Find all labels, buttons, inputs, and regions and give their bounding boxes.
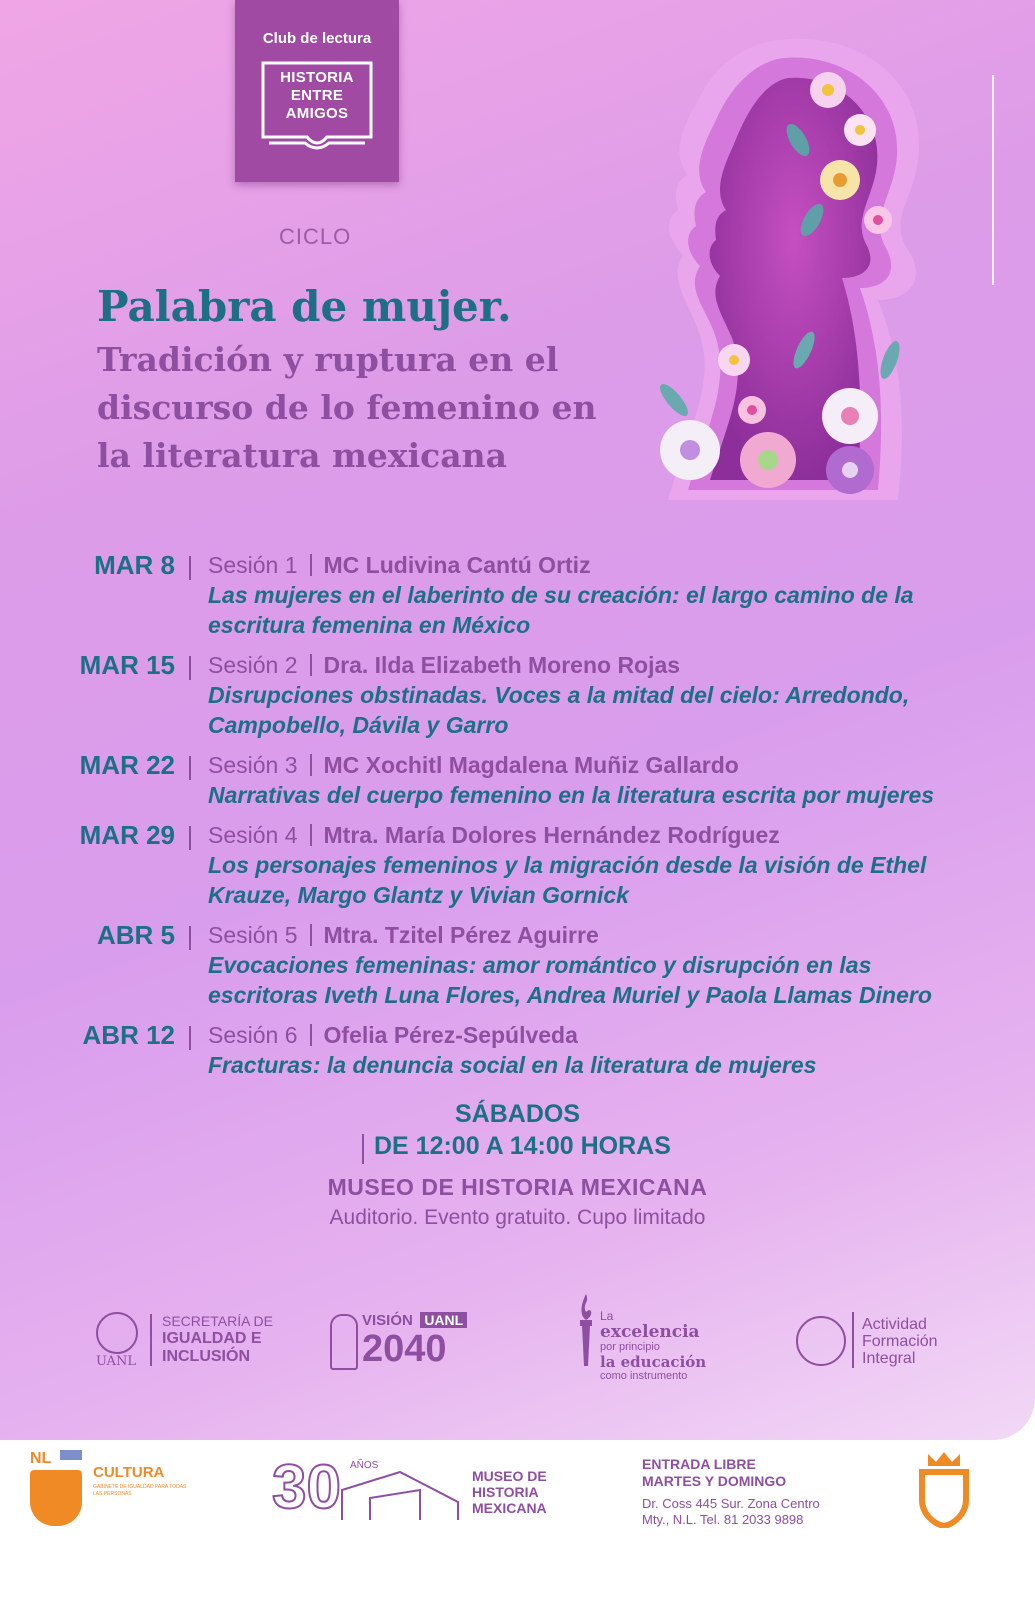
session-header [208, 920, 1035, 950]
uanl-seal-icon [96, 1312, 138, 1354]
divider [189, 756, 191, 780]
session-number: Sesión 1 [208, 552, 298, 578]
anniversary-number: 30 [272, 1453, 341, 1522]
cultura-label: CULTURA [93, 1464, 165, 1481]
session-topic: Disrupciones obstinadas. Voces a la mitad del cielo: Arredondo, Campobello, Dávila y Garro [208, 682, 910, 738]
schedule-days: SÁBADOS [454, 1100, 580, 1128]
vision-logo [362, 1312, 467, 1368]
actividad-line: Formación [862, 1333, 938, 1350]
nl-shield-icon [30, 1470, 82, 1526]
entrada-info [642, 1456, 786, 1490]
crown-icon [60, 1450, 82, 1460]
decorative-line [992, 75, 994, 285]
venue-name: MUSEO DE HISTORIA MEXICANA [327, 1174, 708, 1200]
session-header [208, 820, 1035, 850]
session-item [0, 1020, 1035, 1080]
badge-line: AMIGOS [285, 105, 349, 122]
session-item [0, 550, 1035, 640]
secretaria-logo [162, 1312, 273, 1366]
session-topic: Las mujeres en el laberinto de su creación: el largo camino de la escritura femenina en México [208, 582, 914, 638]
vision-arch-icon [330, 1314, 358, 1370]
entrada-line: MARTES Y DOMINGO [642, 1473, 787, 1489]
session-header [208, 650, 1035, 680]
museo-line: HISTORIA [472, 1484, 539, 1500]
museo-logo-text [472, 1468, 547, 1516]
cultura-subtitle: GABINETE DE IGUALDAD PARA TODAS LAS PERSONAS [93, 1484, 187, 1497]
session-date: MAR 15 [79, 650, 175, 680]
session-speaker: MC Xochitl Magdalena Muñiz Gallardo [323, 752, 739, 778]
session-number: Sesión 2 [208, 652, 298, 678]
excelencia-line: como instrumento [600, 1370, 688, 1382]
address-line: Dr. Coss 445 Sur. Zona Centro [642, 1496, 820, 1511]
badge-line: ENTRE [290, 87, 344, 104]
session-date: ABR 12 [82, 1020, 175, 1050]
vision-word: VISIÓN [362, 1312, 413, 1329]
secretaria-line: IGUALDAD E [162, 1330, 262, 1347]
page-subtitle: Tradición y ruptura en el discurso de lo femenino en la literatura mexicana [97, 340, 597, 475]
excelencia-line: La [600, 1309, 614, 1323]
session-topic: Evocaciones femeninas: amor romántico y disrupción en las escritoras Iveth Luna Flores, Andrea Muriel y Paola Llamas Dinero [208, 952, 932, 1008]
nl-emblem-icon [916, 1450, 972, 1528]
museo-line: MEXICANA [472, 1500, 547, 1516]
session-number: Sesión 5 [208, 922, 298, 948]
badge-line: HISTORIA [280, 69, 354, 86]
session-item [0, 650, 1035, 740]
divider [189, 826, 191, 850]
session-header [208, 750, 1035, 780]
address-line: Mty., N.L. Tel. 81 2033 9898 [642, 1512, 804, 1527]
session-topic: Fracturas: la denuncia social en la literatura de mujeres [208, 1052, 817, 1078]
museo-line: MUSEO DE [472, 1468, 547, 1484]
book-frame [257, 59, 377, 155]
session-date: MAR 29 [79, 820, 175, 850]
session-date: MAR 8 [94, 550, 175, 580]
session-topic: Narrativas del cuerpo femenino en la literatura escrita por mujeres [208, 782, 935, 808]
session-item [0, 820, 1035, 910]
session-speaker: MC Ludivina Cantú Ortiz [323, 552, 591, 578]
anniversary-word: AÑOS [350, 1460, 379, 1471]
divider [189, 926, 191, 950]
ship-seal-icon [796, 1316, 846, 1366]
session-header [208, 550, 1035, 580]
entrada-line: ENTRADA LIBRE [642, 1456, 756, 1472]
session-speaker: Mtra. María Dolores Hernández Rodríguez [323, 822, 780, 848]
excelencia-line: excelencia [600, 1322, 700, 1342]
session-header [208, 1020, 1035, 1050]
session-list [0, 550, 1035, 1090]
actividad-line: Actividad [862, 1316, 927, 1333]
divider [189, 1026, 191, 1050]
woman-profile-illustration [628, 30, 948, 520]
page-title: Palabra de mujer. [97, 282, 512, 331]
session-date: ABR 5 [96, 920, 175, 950]
actividad-line: Integral [862, 1350, 916, 1367]
secretaria-line: INCLUSIÓN [162, 1348, 250, 1365]
session-number: Sesión 4 [208, 822, 298, 848]
divider [852, 1312, 854, 1368]
divider [150, 1314, 152, 1366]
session-number: Sesión 6 [208, 1022, 298, 1048]
museum-building-icon [340, 1462, 460, 1524]
badge-title: Club de lectura [262, 30, 372, 47]
session-number: Sesión 3 [208, 752, 298, 778]
divider [189, 656, 191, 680]
uanl-label: UANL [96, 1354, 136, 1369]
excelencia-line: por principio [600, 1341, 660, 1353]
session-topic: Los personajes femeninos y la migración desde la visión de Ethel Krauze, Margo Glantz y Vivian Gornick [208, 852, 927, 908]
session-speaker: Dra. Ilda Elizabeth Moreno Rojas [323, 652, 681, 678]
schedule-hours: DE 12:00 A 14:00 HORAS [374, 1132, 671, 1160]
vision-uanl: UANL [420, 1312, 467, 1328]
session-item [0, 750, 1035, 810]
session-item [0, 920, 1035, 1010]
address [642, 1496, 820, 1528]
divider [362, 1134, 364, 1164]
excelencia-logo [600, 1310, 706, 1383]
excelencia-line: la educación [600, 1353, 707, 1371]
actividad-logo [862, 1316, 938, 1367]
venue-details: Auditorio. Evento gratuito. Cupo limitado [329, 1206, 706, 1229]
club-badge [235, 0, 399, 182]
nl-label: NL [30, 1450, 52, 1467]
vision-year: 2040 [362, 1328, 447, 1370]
ciclo-label: CICLO [279, 224, 352, 249]
session-speaker: Mtra. Tzitel Pérez Aguirre [323, 922, 599, 948]
session-date: MAR 22 [79, 750, 175, 780]
torch-icon [576, 1292, 590, 1368]
session-speaker: Ofelia Pérez-Sepúlveda [323, 1022, 578, 1048]
secretaria-line: SECRETARÍA DE [162, 1313, 273, 1329]
divider [189, 556, 191, 580]
